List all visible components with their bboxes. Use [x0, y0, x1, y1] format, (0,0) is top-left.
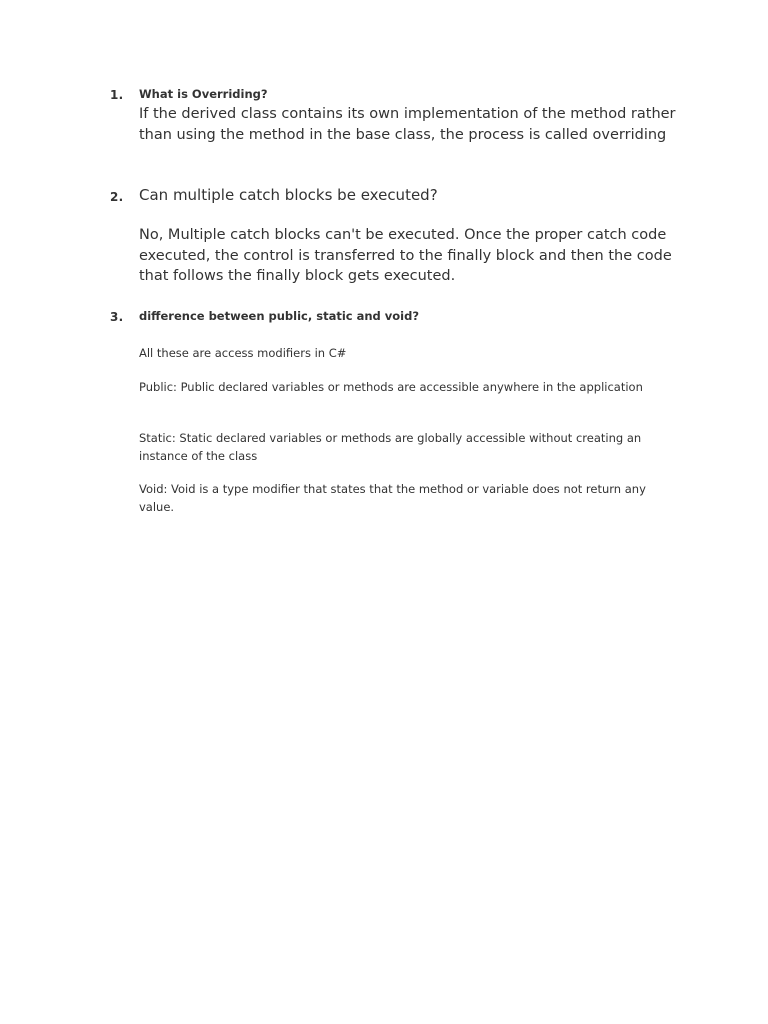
answer-paragraph: Static: Static declared variables or methods are globally accessible without creating an instance of the class — [139, 431, 642, 463]
answer-paragraph: All these are access modifiers in C# — [139, 346, 347, 360]
question-answer: No, Multiple catch blocks can't be executed. Once the proper catch code executed, the control is transferred to the finally block and then the code that follows the finally block gets executed. — [139, 227, 672, 284]
question-title: What is Overriding? — [139, 87, 268, 101]
question-title: difference between public, static and void? — [139, 309, 420, 323]
question-number: 1. — [110, 88, 124, 102]
answer-paragraph: Void: Void is a type modifier that states that the method or variable does not return any value. — [139, 482, 646, 514]
answer-paragraph: Public: Public declared variables or methods are accessible anywhere in the application — [139, 380, 643, 394]
question-title: Can multiple catch blocks be executed? — [139, 186, 438, 204]
question-number: 2. — [110, 190, 124, 204]
question-answer: If the derived class contains its own implementation of the method rather than using the method in the base class, the process is called overriding — [139, 106, 676, 143]
question-number: 3. — [110, 310, 124, 324]
